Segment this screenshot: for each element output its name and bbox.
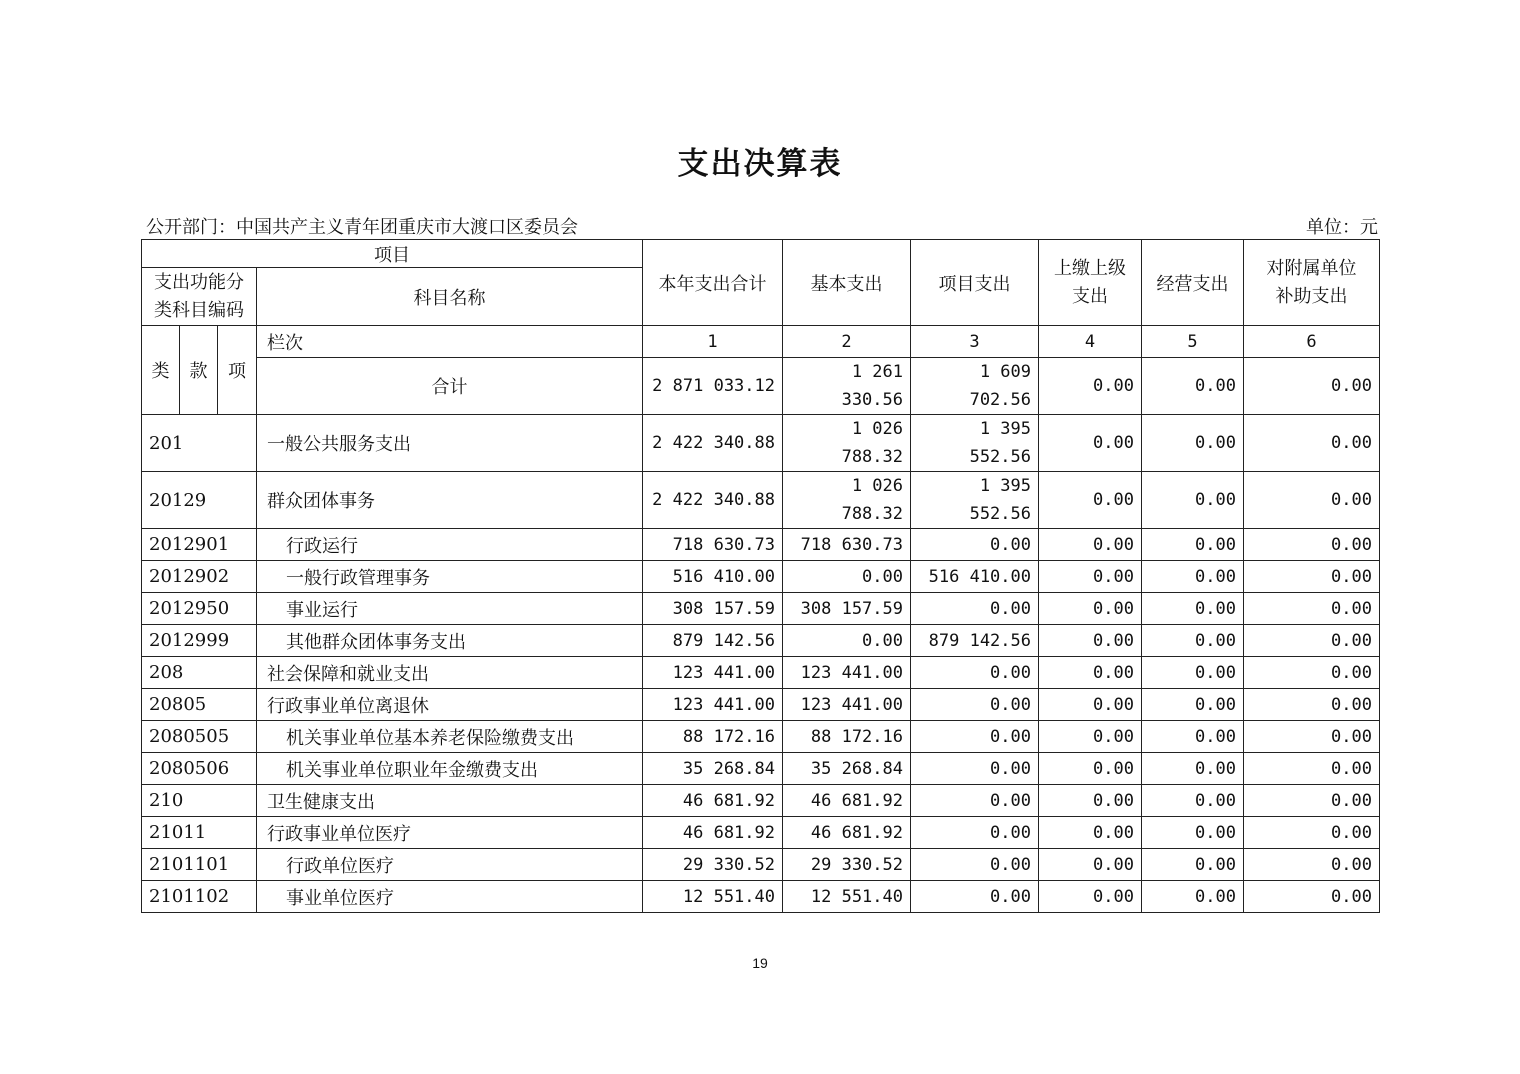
cell-code: 20129 bbox=[142, 472, 257, 529]
cell-code: 2012999 bbox=[142, 625, 257, 657]
table-row bbox=[142, 817, 1380, 849]
cell-project: 1 609 702.56 bbox=[911, 358, 1039, 415]
cell-upper: 0.00 bbox=[1039, 881, 1142, 913]
header-subsidy: 对附属单位补助支出 bbox=[1244, 240, 1380, 326]
cell-basic: 308 157.59 bbox=[783, 593, 911, 625]
cell-name: 一般公共服务支出 bbox=[257, 415, 643, 472]
cell-business: 0.00 bbox=[1142, 753, 1244, 785]
cell-code: 2101102 bbox=[142, 881, 257, 913]
cell-business: 0.00 bbox=[1142, 415, 1244, 472]
cell-subsidy: 0.00 bbox=[1244, 881, 1380, 913]
cell-name: 事业单位医疗 bbox=[257, 881, 643, 913]
cell-basic: 123 441.00 bbox=[783, 657, 911, 689]
cell-name: 卫生健康支出 bbox=[257, 785, 643, 817]
cell-business: 0.00 bbox=[1142, 689, 1244, 721]
cell-basic: 0.00 bbox=[783, 625, 911, 657]
table-row bbox=[142, 529, 1380, 561]
cell-project: 0.00 bbox=[911, 593, 1039, 625]
cell-basic: 123 441.00 bbox=[783, 689, 911, 721]
cell-project: 879 142.56 bbox=[911, 625, 1039, 657]
header-lei: 类 bbox=[142, 326, 180, 415]
cell-name: 事业运行 bbox=[257, 593, 643, 625]
cell-project: 0.00 bbox=[911, 529, 1039, 561]
cell-total: 123 441.00 bbox=[643, 657, 783, 689]
cell-total: 2 871 033.12 bbox=[643, 358, 783, 415]
cell-total: 29 330.52 bbox=[643, 849, 783, 881]
col-index-4: 4 bbox=[1039, 326, 1142, 358]
cell-project: 0.00 bbox=[911, 785, 1039, 817]
cell-project: 0.00 bbox=[911, 817, 1039, 849]
cell-upper: 0.00 bbox=[1039, 593, 1142, 625]
cell-upper: 0.00 bbox=[1039, 785, 1142, 817]
cell-subsidy: 0.00 bbox=[1244, 472, 1380, 529]
cell-basic: 46 681.92 bbox=[783, 785, 911, 817]
cell-upper: 0.00 bbox=[1039, 561, 1142, 593]
cell-basic: 35 268.84 bbox=[783, 753, 911, 785]
header-total: 本年支出合计 bbox=[643, 240, 783, 326]
cell-subsidy: 0.00 bbox=[1244, 358, 1380, 415]
header-project-exp: 项目支出 bbox=[911, 240, 1039, 326]
cell-upper: 0.00 bbox=[1039, 657, 1142, 689]
cell-subsidy: 0.00 bbox=[1244, 785, 1380, 817]
expenditure-table bbox=[141, 239, 1380, 913]
cell-upper: 0.00 bbox=[1039, 415, 1142, 472]
cell-name: 行政单位医疗 bbox=[257, 849, 643, 881]
table-row bbox=[142, 561, 1380, 593]
cell-business: 0.00 bbox=[1142, 472, 1244, 529]
cell-basic: 29 330.52 bbox=[783, 849, 911, 881]
cell-code: 21011 bbox=[142, 817, 257, 849]
cell-subsidy: 0.00 bbox=[1244, 593, 1380, 625]
table-row bbox=[142, 849, 1380, 881]
cell-project: 0.00 bbox=[911, 657, 1039, 689]
cell-code: 2012902 bbox=[142, 561, 257, 593]
table-meta bbox=[146, 213, 1378, 239]
cell-business: 0.00 bbox=[1142, 785, 1244, 817]
header-code: 支出功能分类科目编码 bbox=[142, 268, 257, 326]
table-row bbox=[142, 785, 1380, 817]
page-title: 支出决算表 bbox=[677, 146, 843, 182]
table-row-total bbox=[142, 358, 1380, 415]
cell-code: 210 bbox=[142, 785, 257, 817]
col-index-1: 1 bbox=[643, 326, 783, 358]
header-basic: 基本支出 bbox=[783, 240, 911, 326]
col-index-3: 3 bbox=[911, 326, 1039, 358]
cell-business: 0.00 bbox=[1142, 721, 1244, 753]
cell-total: 88 172.16 bbox=[643, 721, 783, 753]
cell-subsidy: 0.00 bbox=[1244, 561, 1380, 593]
total-name: 合计 bbox=[257, 358, 643, 415]
cell-basic: 1 026 788.32 bbox=[783, 472, 911, 529]
cell-name: 社会保障和就业支出 bbox=[257, 657, 643, 689]
cell-subsidy: 0.00 bbox=[1244, 657, 1380, 689]
cell-code: 201 bbox=[142, 415, 257, 472]
cell-subsidy: 0.00 bbox=[1244, 415, 1380, 472]
cell-basic: 1 026 788.32 bbox=[783, 415, 911, 472]
cell-project: 0.00 bbox=[911, 721, 1039, 753]
cell-business: 0.00 bbox=[1142, 657, 1244, 689]
cell-business: 0.00 bbox=[1142, 561, 1244, 593]
table-row bbox=[142, 721, 1380, 753]
cell-upper: 0.00 bbox=[1039, 753, 1142, 785]
cell-total: 123 441.00 bbox=[643, 689, 783, 721]
header-name: 科目名称 bbox=[257, 268, 643, 326]
cell-total: 718 630.73 bbox=[643, 529, 783, 561]
table-row bbox=[142, 415, 1380, 472]
header-business: 经营支出 bbox=[1142, 240, 1244, 326]
cell-name: 机关事业单位职业年金缴费支出 bbox=[257, 753, 643, 785]
cell-business: 0.00 bbox=[1142, 593, 1244, 625]
cell-project: 1 395 552.56 bbox=[911, 415, 1039, 472]
cell-upper: 0.00 bbox=[1039, 689, 1142, 721]
col-index-2: 2 bbox=[783, 326, 911, 358]
table-row bbox=[142, 657, 1380, 689]
cell-business: 0.00 bbox=[1142, 817, 1244, 849]
header-upper: 上缴上级支出 bbox=[1039, 240, 1142, 326]
header-kuan: 款 bbox=[180, 326, 218, 415]
cell-basic: 0.00 bbox=[783, 561, 911, 593]
cell-name: 一般行政管理事务 bbox=[257, 561, 643, 593]
table-row bbox=[142, 753, 1380, 785]
cell-total: 516 410.00 bbox=[643, 561, 783, 593]
department-label: 公开部门：中国共产主义青年团重庆市大渡口区委员会 bbox=[146, 217, 578, 238]
cell-subsidy: 0.00 bbox=[1244, 721, 1380, 753]
col-index-5: 5 bbox=[1142, 326, 1244, 358]
cell-total: 308 157.59 bbox=[643, 593, 783, 625]
cell-total: 2 422 340.88 bbox=[643, 415, 783, 472]
cell-code: 208 bbox=[142, 657, 257, 689]
cell-business: 0.00 bbox=[1142, 849, 1244, 881]
table-row bbox=[142, 593, 1380, 625]
cell-business: 0.00 bbox=[1142, 625, 1244, 657]
cell-code: 2080505 bbox=[142, 721, 257, 753]
cell-upper: 0.00 bbox=[1039, 529, 1142, 561]
cell-name: 行政运行 bbox=[257, 529, 643, 561]
cell-subsidy: 0.00 bbox=[1244, 817, 1380, 849]
cell-project: 0.00 bbox=[911, 849, 1039, 881]
cell-upper: 0.00 bbox=[1039, 625, 1142, 657]
cell-basic: 88 172.16 bbox=[783, 721, 911, 753]
unit-label: 单位：元 bbox=[1306, 217, 1378, 238]
cell-total: 46 681.92 bbox=[643, 817, 783, 849]
header-lanci: 栏次 bbox=[257, 326, 643, 358]
cell-business: 0.00 bbox=[1142, 529, 1244, 561]
table-row bbox=[142, 472, 1380, 529]
cell-subsidy: 0.00 bbox=[1244, 689, 1380, 721]
header-project: 项目 bbox=[142, 240, 643, 268]
cell-subsidy: 0.00 bbox=[1244, 625, 1380, 657]
cell-project: 1 395 552.56 bbox=[911, 472, 1039, 529]
cell-basic: 46 681.92 bbox=[783, 817, 911, 849]
page-number: 19 bbox=[752, 955, 768, 971]
cell-project: 0.00 bbox=[911, 881, 1039, 913]
cell-total: 35 268.84 bbox=[643, 753, 783, 785]
cell-total: 46 681.92 bbox=[643, 785, 783, 817]
cell-code: 20805 bbox=[142, 689, 257, 721]
cell-subsidy: 0.00 bbox=[1244, 849, 1380, 881]
cell-total: 2 422 340.88 bbox=[643, 472, 783, 529]
cell-project: 516 410.00 bbox=[911, 561, 1039, 593]
cell-upper: 0.00 bbox=[1039, 849, 1142, 881]
table-row bbox=[142, 881, 1380, 913]
cell-code: 2012950 bbox=[142, 593, 257, 625]
cell-name: 其他群众团体事务支出 bbox=[257, 625, 643, 657]
cell-total: 879 142.56 bbox=[643, 625, 783, 657]
cell-basic: 12 551.40 bbox=[783, 881, 911, 913]
table-row bbox=[142, 689, 1380, 721]
col-index-6: 6 bbox=[1244, 326, 1380, 358]
cell-name: 群众团体事务 bbox=[257, 472, 643, 529]
cell-code: 2080506 bbox=[142, 753, 257, 785]
header-xiang: 项 bbox=[218, 326, 257, 415]
cell-subsidy: 0.00 bbox=[1244, 753, 1380, 785]
cell-upper: 0.00 bbox=[1039, 721, 1142, 753]
cell-code: 2012901 bbox=[142, 529, 257, 561]
cell-upper: 0.00 bbox=[1039, 472, 1142, 529]
cell-project: 0.00 bbox=[911, 689, 1039, 721]
cell-basic: 718 630.73 bbox=[783, 529, 911, 561]
cell-total: 12 551.40 bbox=[643, 881, 783, 913]
cell-upper: 0.00 bbox=[1039, 817, 1142, 849]
cell-project: 0.00 bbox=[911, 753, 1039, 785]
cell-name: 机关事业单位基本养老保险缴费支出 bbox=[257, 721, 643, 753]
cell-name: 行政事业单位离退休 bbox=[257, 689, 643, 721]
cell-code: 2101101 bbox=[142, 849, 257, 881]
cell-name: 行政事业单位医疗 bbox=[257, 817, 643, 849]
cell-business: 0.00 bbox=[1142, 358, 1244, 415]
table-row bbox=[142, 625, 1380, 657]
cell-upper: 0.00 bbox=[1039, 358, 1142, 415]
cell-basic: 1 261 330.56 bbox=[783, 358, 911, 415]
cell-subsidy: 0.00 bbox=[1244, 529, 1380, 561]
cell-business: 0.00 bbox=[1142, 881, 1244, 913]
